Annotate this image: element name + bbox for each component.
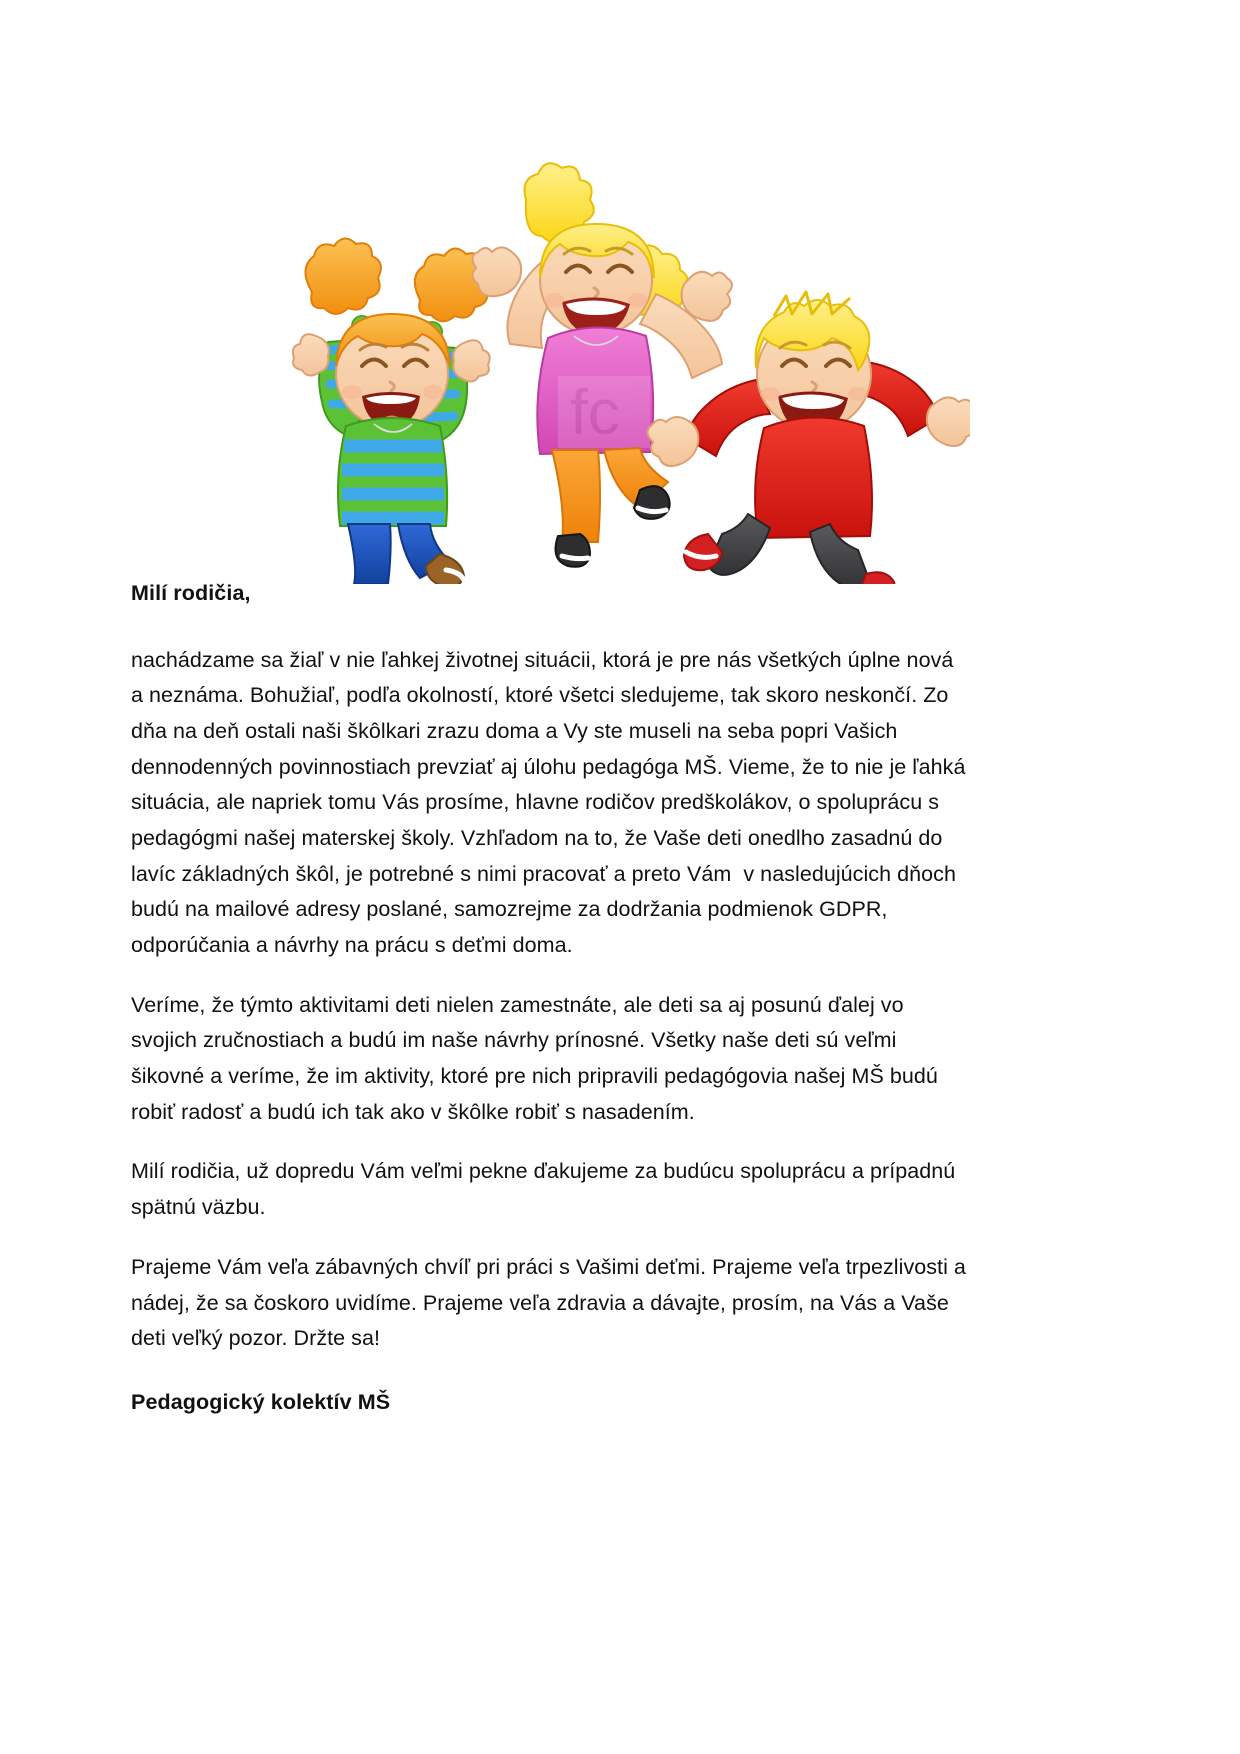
letter-body [131, 578, 971, 1417]
three-jumping-children-clipart [270, 104, 970, 584]
child-girl-orange [293, 238, 490, 584]
stock-watermark [558, 376, 650, 448]
letter-paragraph-4: Prajeme Vám veľa zábavných chvíľ pri práci s Vašimi deťmi. Prajeme veľa trpezlivosti a nádej, že sa čoskoro uvidíme. Prajeme veľa zdravia a dávajte, prosím, na Vás a Vaše deti veľký pozor. Držte sa! [131, 1254, 972, 1351]
letter-paragraph-1: nachádzame sa žiaľ v nie ľahkej životnej situácii, ktorá je pre nás všetkých úplne nová a neznáma. Bohužiaľ, podľa okolností, ktoré všetci sledujeme, tak skoro neskončí. Zo dňa na deň ostali naši škôlkari zrazu doma a Vy ste museli na seba popri Vašich dennodenných povinnostiach prevziať aj úlohu pedagóga MŠ. Vieme, že to nie je ľahká situácia, ale napriek tomu Vás prosíme, hlavne rodičov predškolákov, o spoluprácu s pedagógmi našej materskej školy. Vzhľadom na to, že Vaše deti onedlho zasadnú do lavíc základných škôl, je potrebné s nimi pracovať a preto Vám v nasledujúcich dňoch budú na mailové adresy poslané, samozrejme za dodržania podmienok GDPR, odporúčania a návrhy na prácu s deťmi doma. [131, 647, 972, 958]
letter-paragraph-2: Veríme, že týmto aktivitami deti nielen zamestnáte, ale deti sa aj posunú ďalej vo svojich zručnostiach a budú im naše návrhy prínosné. Všetky naše deti sú veľmi šikovné a veríme, že im aktivity, ktoré pre nich pripravili pedagógovia našej MŠ budú robiť radosť a budú ich tak ako v škôlke robiť s nasadením. [131, 992, 944, 1124]
letter-signature: Pedagogický kolektív MŠ [131, 1389, 391, 1414]
letter-paragraph-3: Milí rodičia, už dopredu Vám veľmi pekne ďakujeme za budúcu spoluprácu a prípadnú spätnú väzbu. [131, 1159, 962, 1220]
letter-greeting: Milí rodičia, [131, 581, 251, 605]
child-girl-blonde [472, 163, 732, 567]
svg-text:fc: fc [570, 376, 620, 448]
header-illustration-block [0, 104, 1240, 584]
